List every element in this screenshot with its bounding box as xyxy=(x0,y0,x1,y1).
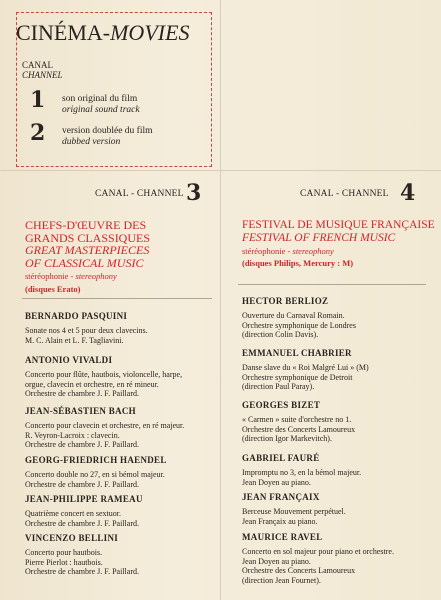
entry-line: Orchestre de chambre J. F. Paillard. xyxy=(25,389,139,398)
left-title-fr-2: GRANDS CLASSIQUES xyxy=(25,230,151,245)
entry-line: Jean Doyen au piano. xyxy=(242,556,311,566)
channel-1-number: 1 xyxy=(30,87,46,113)
composer-name: MAURICE RAVEL xyxy=(242,532,323,542)
entry-line: Orchestre symphonique de Detroit xyxy=(242,372,353,382)
right-title-fr: FESTIVAL DE MUSIQUE FRANÇAISE xyxy=(242,219,435,231)
right-section-title xyxy=(242,219,435,244)
composer-name: JEAN-SÉBASTIEN BACH xyxy=(25,406,136,416)
entry-line: Danse slave du « Roi Malgré Lui » (M) xyxy=(242,363,369,372)
left-title-en-2: OF CLASSICAL MUSIC xyxy=(25,255,144,270)
right-record-label: (disques Philips, Mercury : M) xyxy=(242,258,354,268)
cinema-title-italic: MOVIES xyxy=(110,20,190,45)
right-entry-5 xyxy=(242,532,394,585)
right-entry-3 xyxy=(242,453,361,487)
entry-line: (direction Paul Paray). xyxy=(242,382,315,391)
composer-name: ANTONIO VIVALDI xyxy=(25,355,113,365)
entry-line: Jean Françaix au piano. xyxy=(242,516,318,526)
entry-line: Ouverture du Carnaval Romain. xyxy=(242,311,345,320)
left-stereo-line xyxy=(25,271,117,281)
left-entry-5 xyxy=(25,533,139,577)
left-title-en-1: GREAT MASTERPIECES xyxy=(25,243,150,257)
cinema-title-plain: CINÉMA- xyxy=(16,20,111,45)
left-record-label: (disques Erato) xyxy=(25,284,81,294)
channel-2-fr: version doublée du film xyxy=(62,126,153,136)
left-stereo-fr: stéréophonie - xyxy=(25,271,76,281)
channel-1-description xyxy=(62,94,140,116)
right-channel-number: 4 xyxy=(400,180,416,206)
composer-name: BERNARDO PASQUINI xyxy=(25,311,128,321)
left-section-title xyxy=(25,219,150,269)
entry-line: Quatrième concert en sextuor. xyxy=(25,509,121,518)
entry-line: Concerto double no 27, en si bémol majeur. xyxy=(25,470,165,479)
entry-line: M. C. Alain et L. F. Tagliavini. xyxy=(25,335,124,345)
right-entry-2 xyxy=(242,400,355,444)
entry-line: Orchestre de chambre J. F. Paillard. xyxy=(25,479,139,489)
horizontal-fold-line xyxy=(0,170,441,171)
right-channel-header: CANAL - CHANNEL xyxy=(300,189,389,199)
channel-2-en: dubbed version xyxy=(62,137,121,147)
entry-line: Orchestre de chambre J. F. Paillard. xyxy=(25,440,139,449)
entry-line: Orchestre de chambre J. F. Paillard. xyxy=(25,518,139,528)
composer-name: GABRIEL FAURÉ xyxy=(242,453,320,463)
channel-1-en: original sound track xyxy=(62,105,140,115)
entry-line: Concerto pour flûte, hautbois, violoncelle, harpe, xyxy=(25,370,183,379)
composer-name: JEAN FRANÇAIX xyxy=(242,492,320,502)
entry-line: Concerto en sol majeur pour piano et orchestre. xyxy=(242,547,394,556)
entry-line: Orchestre symphonique de Londres xyxy=(242,320,356,330)
entry-line: Orchestre de chambre J. F. Paillard. xyxy=(25,567,139,576)
left-entry-4 xyxy=(25,494,143,528)
canal-en: CHANNEL xyxy=(22,70,63,80)
right-stereo-en: stereophony xyxy=(292,246,334,256)
composer-name: JEAN-PHILIPPE RAMEAU xyxy=(25,494,143,504)
entry-line: Concerto pour clavecin et orchestre, en ré majeur. xyxy=(25,421,185,430)
channel-2-description xyxy=(62,126,153,148)
canal-fr: CANAL xyxy=(22,60,53,70)
channel-2-number: 2 xyxy=(30,120,46,146)
canal-channel-label xyxy=(22,60,63,80)
right-divider xyxy=(238,284,426,285)
composer-name: EMMANUEL CHABRIER xyxy=(242,348,352,358)
entry-line: Sonate nos 4 et 5 pour deux clavecins. xyxy=(25,326,148,335)
entry-line: Orchestre des Concerts Lamoureux xyxy=(242,424,356,434)
entry-line: orgue, clavecin et orchestre, en ré mineur. xyxy=(25,379,159,389)
vertical-fold-line xyxy=(220,0,221,600)
right-entry-1 xyxy=(242,348,369,392)
channel-1-fr: son original du film xyxy=(62,94,138,104)
entry-line: (direction Colin Davis). xyxy=(242,330,319,339)
right-stereo-fr: stéréophonie - xyxy=(242,246,293,256)
right-entry-0 xyxy=(242,296,356,340)
left-divider xyxy=(22,298,212,299)
entry-line: Jean Doyen au piano. xyxy=(242,477,311,487)
entry-line: Impromptu no 3, en la bémol majeur. xyxy=(242,468,362,477)
left-entry-2 xyxy=(25,406,184,450)
left-entry-1 xyxy=(25,355,182,399)
left-entry-3 xyxy=(25,455,167,489)
entry-line: Berceuse Mouvement perpétuel. xyxy=(242,507,346,516)
left-entry-0 xyxy=(25,311,148,345)
right-entry-4 xyxy=(242,492,346,526)
entry-line: (direction Igor Markevitch). xyxy=(242,434,332,443)
composer-name: HECTOR BERLIOZ xyxy=(242,296,329,306)
left-title-fr-1: CHEFS-D'ŒUVRE DES xyxy=(25,218,147,232)
right-stereo-line xyxy=(242,246,334,256)
composer-name: VINCENZO BELLINI xyxy=(25,533,119,543)
entry-line: Pierre Pierlot : hautbois. xyxy=(25,557,103,567)
left-stereo-en: stereophony xyxy=(75,271,117,281)
left-channel-header: CANAL - CHANNEL xyxy=(95,189,184,199)
entry-line: Concerto pour hautbois. xyxy=(25,548,103,557)
entry-line: R. Veyron-Lacroix : clavecin. xyxy=(25,430,120,440)
right-title-en: FESTIVAL OF FRENCH MUSIC xyxy=(242,231,396,244)
composer-name: GEORGES BIZET xyxy=(242,400,321,410)
entry-line: « Carmen » suite d'orchestre no 1. xyxy=(242,415,352,424)
cinema-movies-title xyxy=(16,20,190,46)
entry-line: Orchestre des Concerts Lamoureux xyxy=(242,566,356,575)
entry-line: (direction Jean Fournet). xyxy=(242,575,321,585)
left-channel-number: 3 xyxy=(186,180,202,206)
composer-name: GEORG-FRIEDRICH HAENDEL xyxy=(25,455,167,465)
